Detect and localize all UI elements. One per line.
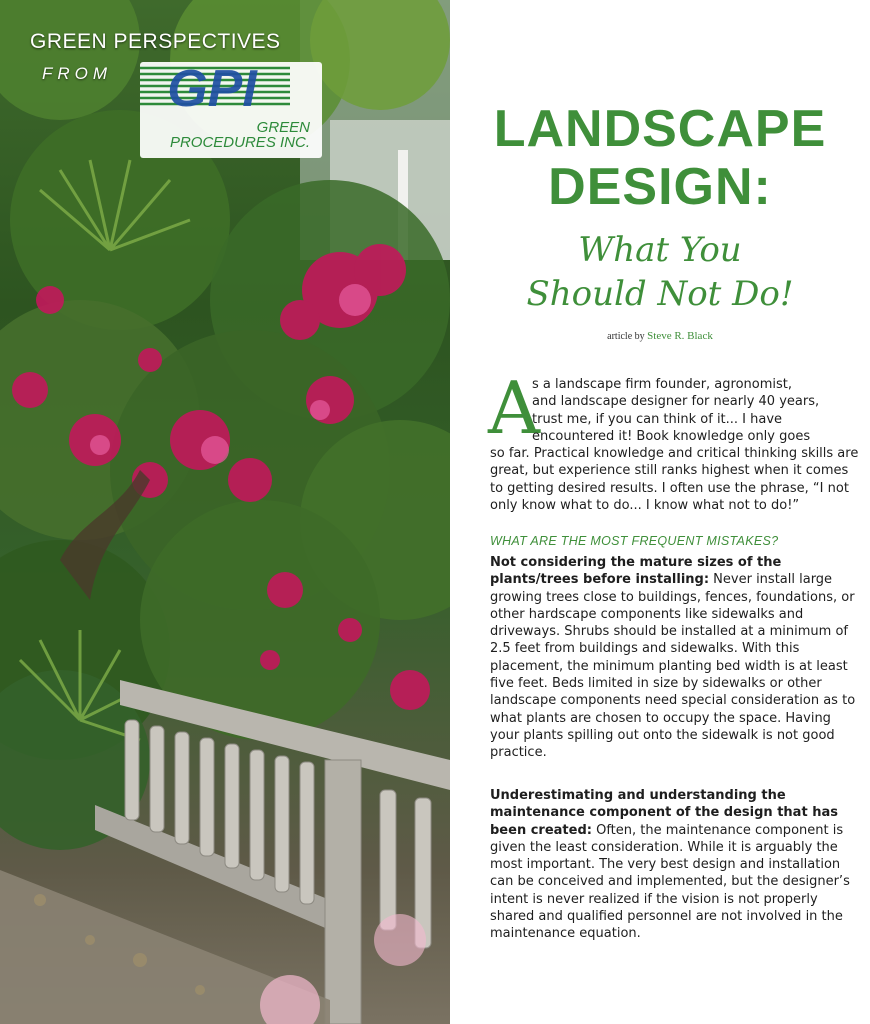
from-label: FROM bbox=[42, 64, 113, 83]
mistake-1-body: Never install large growing trees close to buildings, fences, foundations, or other hardscape components like sidewalks and driveways. Shrubs should be installed at a minimum of 2.5 feet from buildings and sidewalks. With this placement, the minimum planting bed width is at least five feet. Beds limited in size by sidewalks or other landscape components need special consideration as to what plants are chosen to occupy the space. Having your plants spilling out onto the sidewalk is not good practice. bbox=[490, 572, 856, 761]
title-line-2: DESIGN: bbox=[548, 158, 772, 216]
section-heading: WHAT ARE THE MOST FREQUENT MISTAKES? bbox=[490, 534, 779, 548]
article-subtitle bbox=[460, 228, 860, 316]
intro-line-2: and landscape designer for nearly 40 years, bbox=[532, 394, 820, 410]
intro-line-3: trust me, if you can think of it... I have bbox=[532, 411, 783, 427]
intro-line-1: s a landscape firm founder, agronomist, bbox=[532, 377, 793, 392]
svg-text:GPI: GPI bbox=[167, 62, 257, 112]
article-title bbox=[460, 100, 860, 216]
byline-prefix: article by bbox=[607, 331, 645, 342]
intro-rest: so far. Practical knowledge and critical thinking skills are great, but experience still ranks highest when it comes to getting desired results. I often use the phrase, “I not only know what to do... I know what not to do!” bbox=[490, 446, 859, 514]
mistake-paragraph-1 bbox=[490, 554, 862, 762]
series-title: GREEN PERSPECTIVES bbox=[30, 30, 281, 53]
logo-name-line2: PROCEDURES INC. bbox=[169, 134, 310, 151]
mistake-paragraph-2 bbox=[490, 787, 862, 943]
drop-cap: A bbox=[488, 366, 540, 450]
intro-line-4: encountered it! Book knowledge only goes bbox=[532, 428, 811, 444]
company-logo bbox=[140, 62, 322, 158]
logo-name-line1: GREEN bbox=[256, 119, 310, 136]
title-line-1: LANDSCAPE bbox=[493, 100, 827, 158]
subtitle-line-1: What You bbox=[578, 230, 742, 270]
mistake-2-body: Often, the maintenance component is given the least consideration. While it is arguably the most important. The very best design and installation can be conceived and implemented, but the designer’s intent is never realized if the vision is not properly shared and qualified personnel are not involved in the maintenance equation. bbox=[490, 822, 850, 942]
logo-company-name bbox=[170, 120, 310, 150]
article-column bbox=[450, 0, 870, 1024]
mistake-2-lead: Underestimating and understanding the maintenance component of the design that has been created: bbox=[490, 788, 838, 838]
gpi-logo-icon bbox=[140, 62, 290, 112]
author-name: Steve R. Black bbox=[647, 330, 713, 342]
intro-paragraph bbox=[490, 376, 862, 514]
mistake-1-lead: Not considering the mature sizes of the plants/trees before installing: bbox=[490, 555, 782, 588]
subtitle-line-2: Should Not Do! bbox=[526, 274, 794, 314]
byline bbox=[450, 330, 870, 342]
